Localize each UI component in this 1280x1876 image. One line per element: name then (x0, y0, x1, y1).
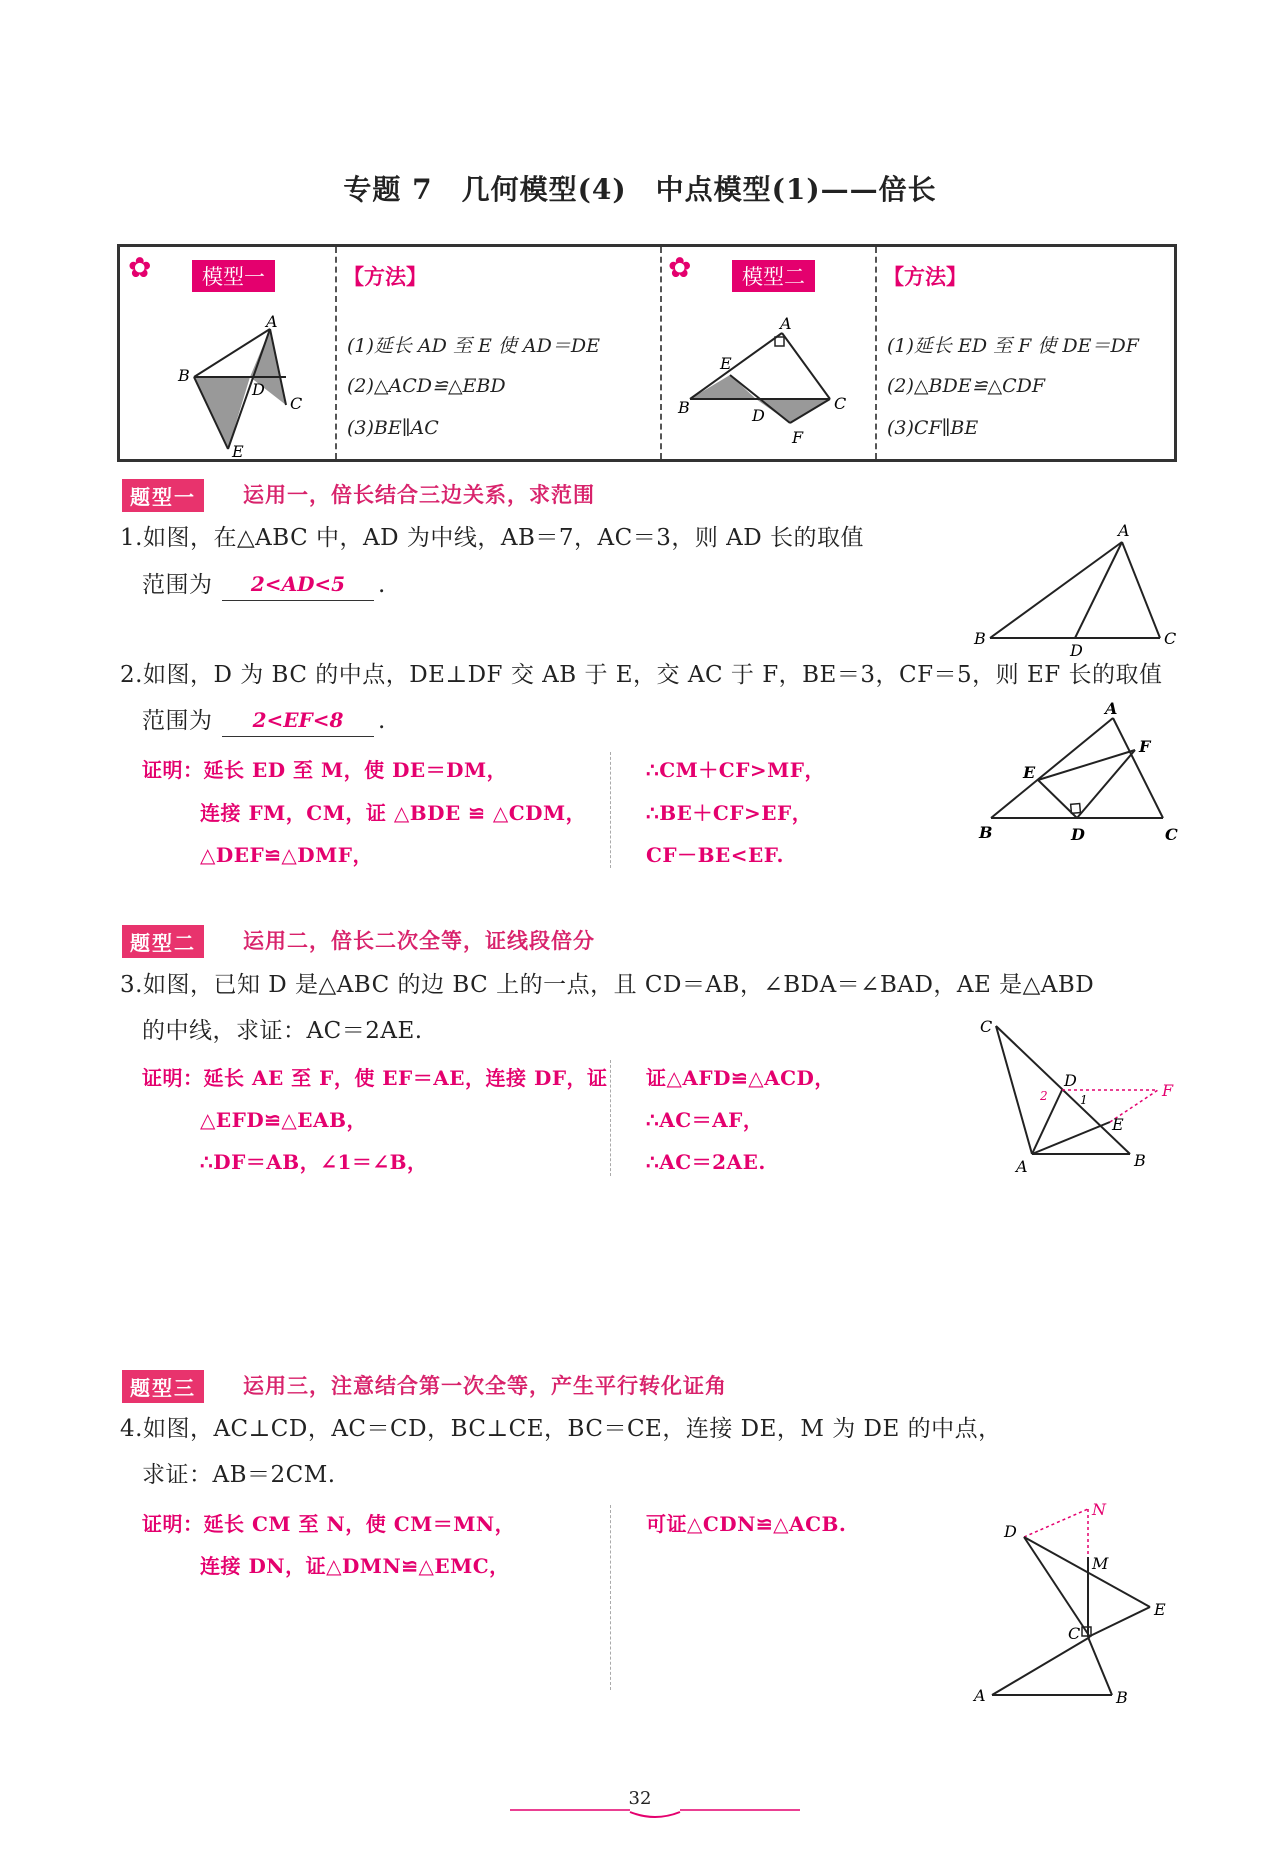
fig-label: B (1134, 1151, 1146, 1170)
fig-label: C (834, 394, 847, 413)
section-tag (122, 1370, 204, 1403)
fig-label: D (1004, 1522, 1017, 1541)
proof-line: △EFD≌△EAB， (200, 1108, 367, 1132)
method-step: (3)BE∥AC (347, 417, 439, 439)
method-step: (2)△ACD≌△EBD (347, 375, 506, 397)
proof-line: △DEF≌△DMF， (200, 843, 373, 867)
fig-label: E (1023, 763, 1036, 782)
fig-label: D (1064, 1071, 1077, 1090)
model1-cell (120, 247, 335, 459)
flower-icon: ✿ (128, 251, 152, 284)
fig-label: C (1165, 825, 1178, 844)
fig-label: D (1070, 641, 1083, 660)
section-tag (122, 479, 204, 512)
section-title: 运用二，倍长二次全等，证线段倍分 (243, 929, 595, 953)
proof-line: ∴AC＝2AE. (646, 1150, 766, 1174)
question-4-line2: 求证：AB＝2CM. (142, 1462, 336, 1488)
proof-line: 证明：延长 ED 至 M，使 DE＝DM， (142, 758, 508, 782)
question-2-line1: 2.如图，D 为 BC 的中点，DE⊥DF 交 AB 于 E，交 AC 于 F，BE＝3，CF＝5，则 EF 长的取值 (120, 662, 1163, 688)
proof-divider (610, 752, 611, 868)
question-4-line1: 4.如图，AC⊥CD，AC＝CD，BC⊥CE，BC＝CE，连接 DE，M 为 DE 的中点， (120, 1416, 1002, 1442)
fig-label: E (1154, 1600, 1166, 1619)
method-step: (1)延长 ED 至 F 使 DE＝DF (887, 335, 1139, 357)
question-1-suffix: . (378, 572, 386, 598)
fig-label: D (752, 406, 765, 425)
model2-figure (678, 314, 868, 457)
model1-badge: 模型一 (192, 260, 275, 292)
q2-figure (965, 700, 1180, 850)
section-tag-label: 题型三 (130, 1376, 196, 1400)
fig-label: N (1092, 1500, 1106, 1519)
proof-line: 可证△CDN≌△ACB. (646, 1512, 847, 1536)
fig-label: B (678, 398, 690, 417)
method-step: (3)CF∥BE (887, 417, 979, 439)
method-step: (1)延长 AD 至 E 使 AD＝DE (347, 335, 600, 357)
proof-divider (610, 1060, 611, 1176)
proof-line: 证明：延长 AE 至 F，使 EF＝AE，连接 DF，证 (142, 1066, 608, 1090)
answer-blank: 2<AD<5 (222, 572, 374, 601)
section-title: 运用一，倍长结合三边关系，求范围 (243, 483, 595, 507)
fig-label: A (780, 314, 792, 333)
fig-label: B (1116, 1688, 1128, 1707)
model-box (117, 244, 1177, 462)
fig-label: A (266, 312, 278, 331)
question-2-suffix: . (378, 708, 386, 734)
fig-label: E (1112, 1115, 1124, 1134)
model1-method (335, 247, 660, 459)
question-2-prefix: 范围为 (142, 708, 213, 734)
proof-line: ∴AC＝AF， (646, 1108, 764, 1132)
fig-label: C (290, 394, 303, 413)
proof-line: 连接 DN，证△DMN≌△EMC， (200, 1554, 510, 1578)
proof-line: 证明：延长 CM 至 N，使 CM＝MN， (142, 1512, 516, 1536)
fig-label: C (1068, 1624, 1081, 1643)
answer-blank: 2<EF<8 (222, 708, 374, 737)
fig-label: B (178, 366, 190, 385)
fig-label: A (1016, 1157, 1028, 1176)
section-tag-label: 题型一 (130, 485, 196, 509)
question-1-prefix: 范围为 (142, 572, 213, 598)
proof-line: ∴DF＝AB，∠1＝∠B， (200, 1150, 428, 1174)
model2-method (875, 247, 1175, 459)
proof-line: CF－BE<EF. (646, 843, 784, 867)
flower-icon: ✿ (668, 251, 692, 284)
fig-label: E (720, 354, 732, 373)
method-title: 【方法】 (343, 265, 427, 289)
fig-label: C (1164, 629, 1177, 648)
question-3-line2: 的中线，求证：AC＝2AE. (142, 1018, 423, 1044)
fig-label: F (792, 428, 804, 447)
model2-cell (660, 247, 875, 459)
fig-label: A (1105, 699, 1118, 718)
method-title: 【方法】 (883, 265, 967, 289)
fig-label: 1 (1080, 1093, 1088, 1107)
method-step: (2)△BDE≌△CDF (887, 375, 1046, 397)
fig-label: C (980, 1017, 993, 1036)
q1-figure (960, 520, 1180, 660)
section-tag-label: 题型二 (130, 931, 196, 955)
proof-divider (610, 1505, 611, 1690)
fig-label: 2 (1040, 1089, 1048, 1103)
fig-label: A (974, 1686, 986, 1705)
q3-figure (970, 1010, 1180, 1180)
fig-label: A (1118, 521, 1130, 540)
fig-label: D (252, 380, 265, 399)
question-3-line1: 3.如图，已知 D 是△ABC 的边 BC 上的一点，且 CD＝AB，∠BDA＝∠BAD，AE 是△ABD (120, 972, 1095, 998)
fig-label: F (1139, 737, 1151, 756)
section-tag (122, 925, 204, 958)
q4-figure (970, 1495, 1180, 1715)
proof-line: 证△AFD≌△ACD， (646, 1066, 835, 1090)
question-1-line1: 1.如图，在△ABC 中，AD 为中线，AB＝7，AC＝3，则 AD 长的取值 (120, 525, 864, 551)
page-title: 专题 7 几何模型(4) 中点模型(1)——倍长 (343, 173, 937, 206)
proof-line: ∴BE＋CF>EF， (646, 801, 813, 825)
proof-line: ∴CM＋CF>MF， (646, 758, 825, 782)
model1-figure (160, 312, 303, 461)
fig-label: M (1092, 1554, 1109, 1573)
fig-label: D (1071, 825, 1085, 844)
fig-label: E (232, 442, 244, 461)
section-title: 运用三，注意结合第一次全等，产生平行转化证角 (243, 1374, 727, 1398)
model2-badge: 模型二 (732, 260, 815, 292)
proof-line: 连接 FM，CM，证 △BDE ≌ △CDM， (200, 801, 587, 825)
fig-label: B (979, 823, 993, 842)
fig-label: F (1162, 1081, 1174, 1100)
fig-label: B (974, 629, 986, 648)
page-number: 32 (628, 1788, 652, 1809)
